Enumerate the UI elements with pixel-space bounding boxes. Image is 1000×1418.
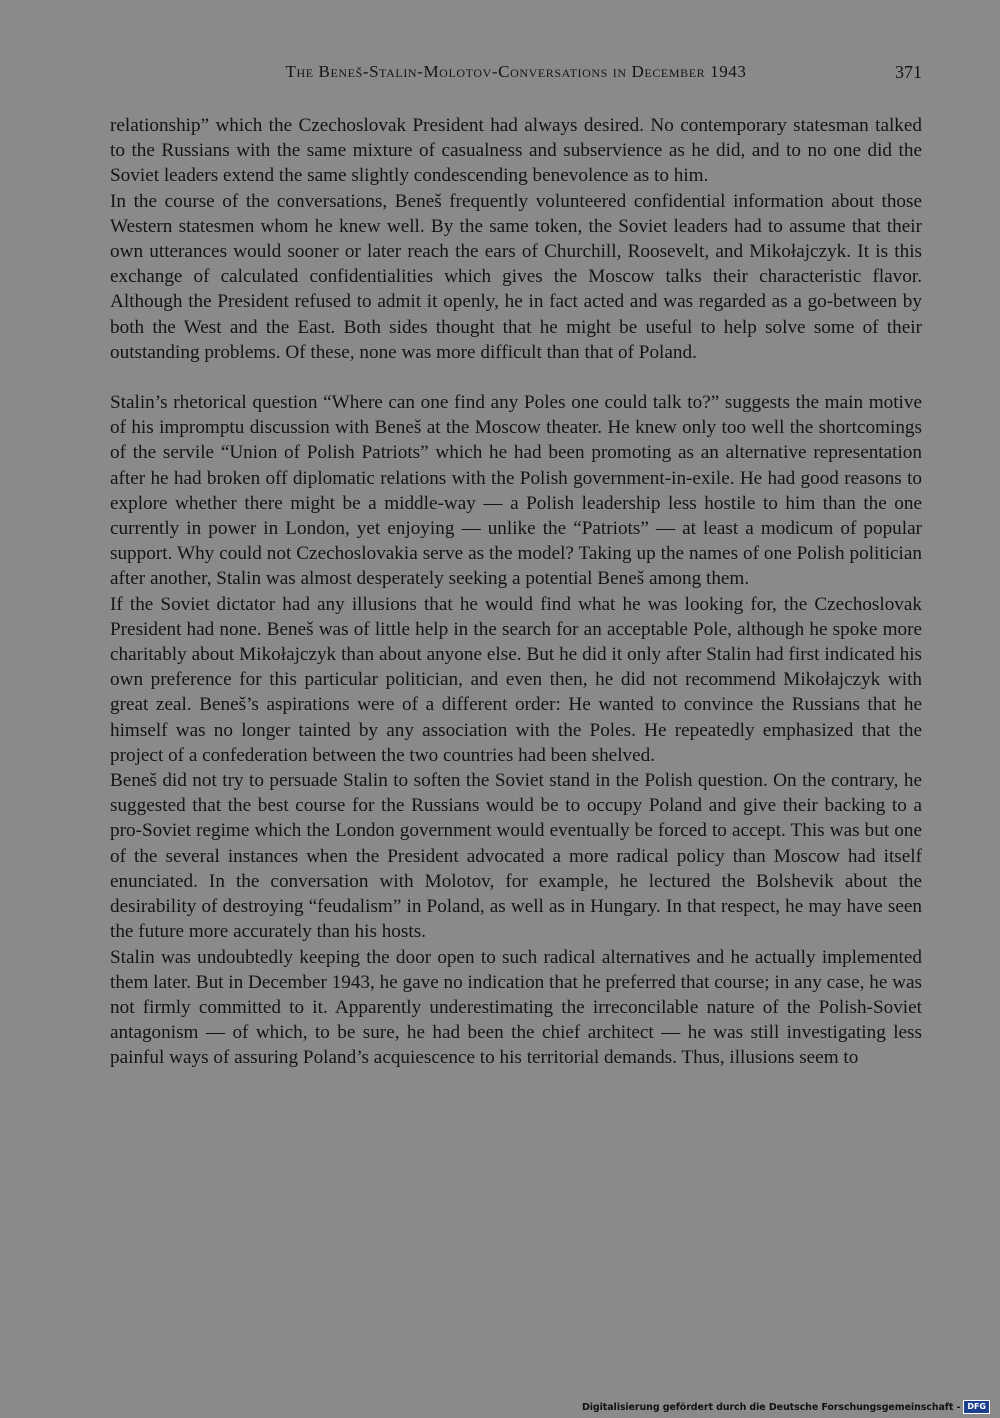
dfg-logo: DFG: [963, 1400, 990, 1414]
page-number: 371: [895, 62, 922, 82]
running-header: [110, 62, 922, 88]
digitization-footer: [582, 1400, 990, 1414]
paragraph: relationship” which the Czechoslovak President had always desired. No contemporary statesman talked to the Russians with the same mixture of casualness and subservience as he did, and to no one did the Soviet leaders extend the same slightly condescending benevolence as to him.: [110, 115, 922, 187]
paragraph: In the course of the conversations, Beneš frequently volunteered confidential information about those Western statesmen whom he knew well. By the same token, the Soviet leaders had to assume that their own utterances would sooner or later reach the ears of Churchill, Roosevelt, and Mikołajczyk. It is this exchange of calculated confidentialities which gives the Moscow talks their characteristic flavor. Although the President refused to admit it openly, he in fact acted and was regarded as a go-between by both the West and the East. Both sides thought that he might be useful to help solve some of their outstanding problems. Of these, none was more difficult than that of Poland.: [110, 190, 922, 363]
footer-credit-text: Digitalisierung gefördert durch die Deutsche Forschungsgemeinschaft -: [581, 1401, 961, 1413]
paragraph: Stalin’s rhetorical question “Where can one find any Poles one could talk to?” suggests the main motive of his impromptu discussion with Beneš at the Moscow theater. He knew only too well the shortcomings of the servile “Union of Polish Patriots” which he had been promoting as an alternative representation after he had broken off diplomatic relations with the Polish government-in-exile. He had good reasons to explore whether there might be a middle-way — a Polish leadership less hostile to him than the one currently in power in London, yet enjoying — unlike the “Patriots” — at least a modicum of popular support. Why could not Czechoslovakia serve as the model? Taking up the names of one Polish politician after another, Stalin was almost desperately seeking a potential Beneš among them.: [110, 392, 922, 590]
paragraph: If the Soviet dictator had any illusions that he would find what he was looking for, the Czechoslovak President had none. Beneš was of little help in the search for an acceptable Pole, although he spoke more charitably about Mikołajczyk than about anyone else. But he did it only after Stalin had first indicated his own preference for this particular politician, and even then, he did not recommend Mikołajczyk with great zeal. Beneš’s aspirations were of a different order: He wanted to convince the Russians that he himself was no longer tainted by any association with the Poles. He repeatedly emphasized that the project of a confederation between the two countries had been shelved.: [110, 593, 922, 766]
paragraph: Beneš did not try to persuade Stalin to soften the Soviet stand in the Polish question. On the contrary, he suggested that the best course for the Russians would be to occupy Poland and give their backing to a pro-Soviet regime which the London government would eventually be forced to accept. This was but one of the several instances when the President advocated a more radical policy than Moscow had itself enunciated. In the conversation with Molotov, for example, he lectured the Bolshevik about the desirability of destroying “feudalism” in Poland, as well as in Hungary. In that respect, he may have seen the future more accurately than his hosts.: [110, 770, 922, 943]
running-header-title: The Beneš-Stalin-Molotov-Conversations in December 1943: [285, 62, 747, 81]
body-text: [110, 113, 922, 1071]
paragraph: Stalin was undoubtedly keeping the door open to such radical alternatives and he actually implemented them later. But in December 1943, he gave no indication that he preferred that course; in any case, he was not firmly committed to it. Apparently underestimating the irreconcilable nature of the Polish-Soviet antagonism — of which, to be sure, he had been the chief architect — he was still investigating less painful ways of assuring Poland’s acquiescence to his territorial demands. Thus, illusions seem to: [110, 946, 922, 1069]
